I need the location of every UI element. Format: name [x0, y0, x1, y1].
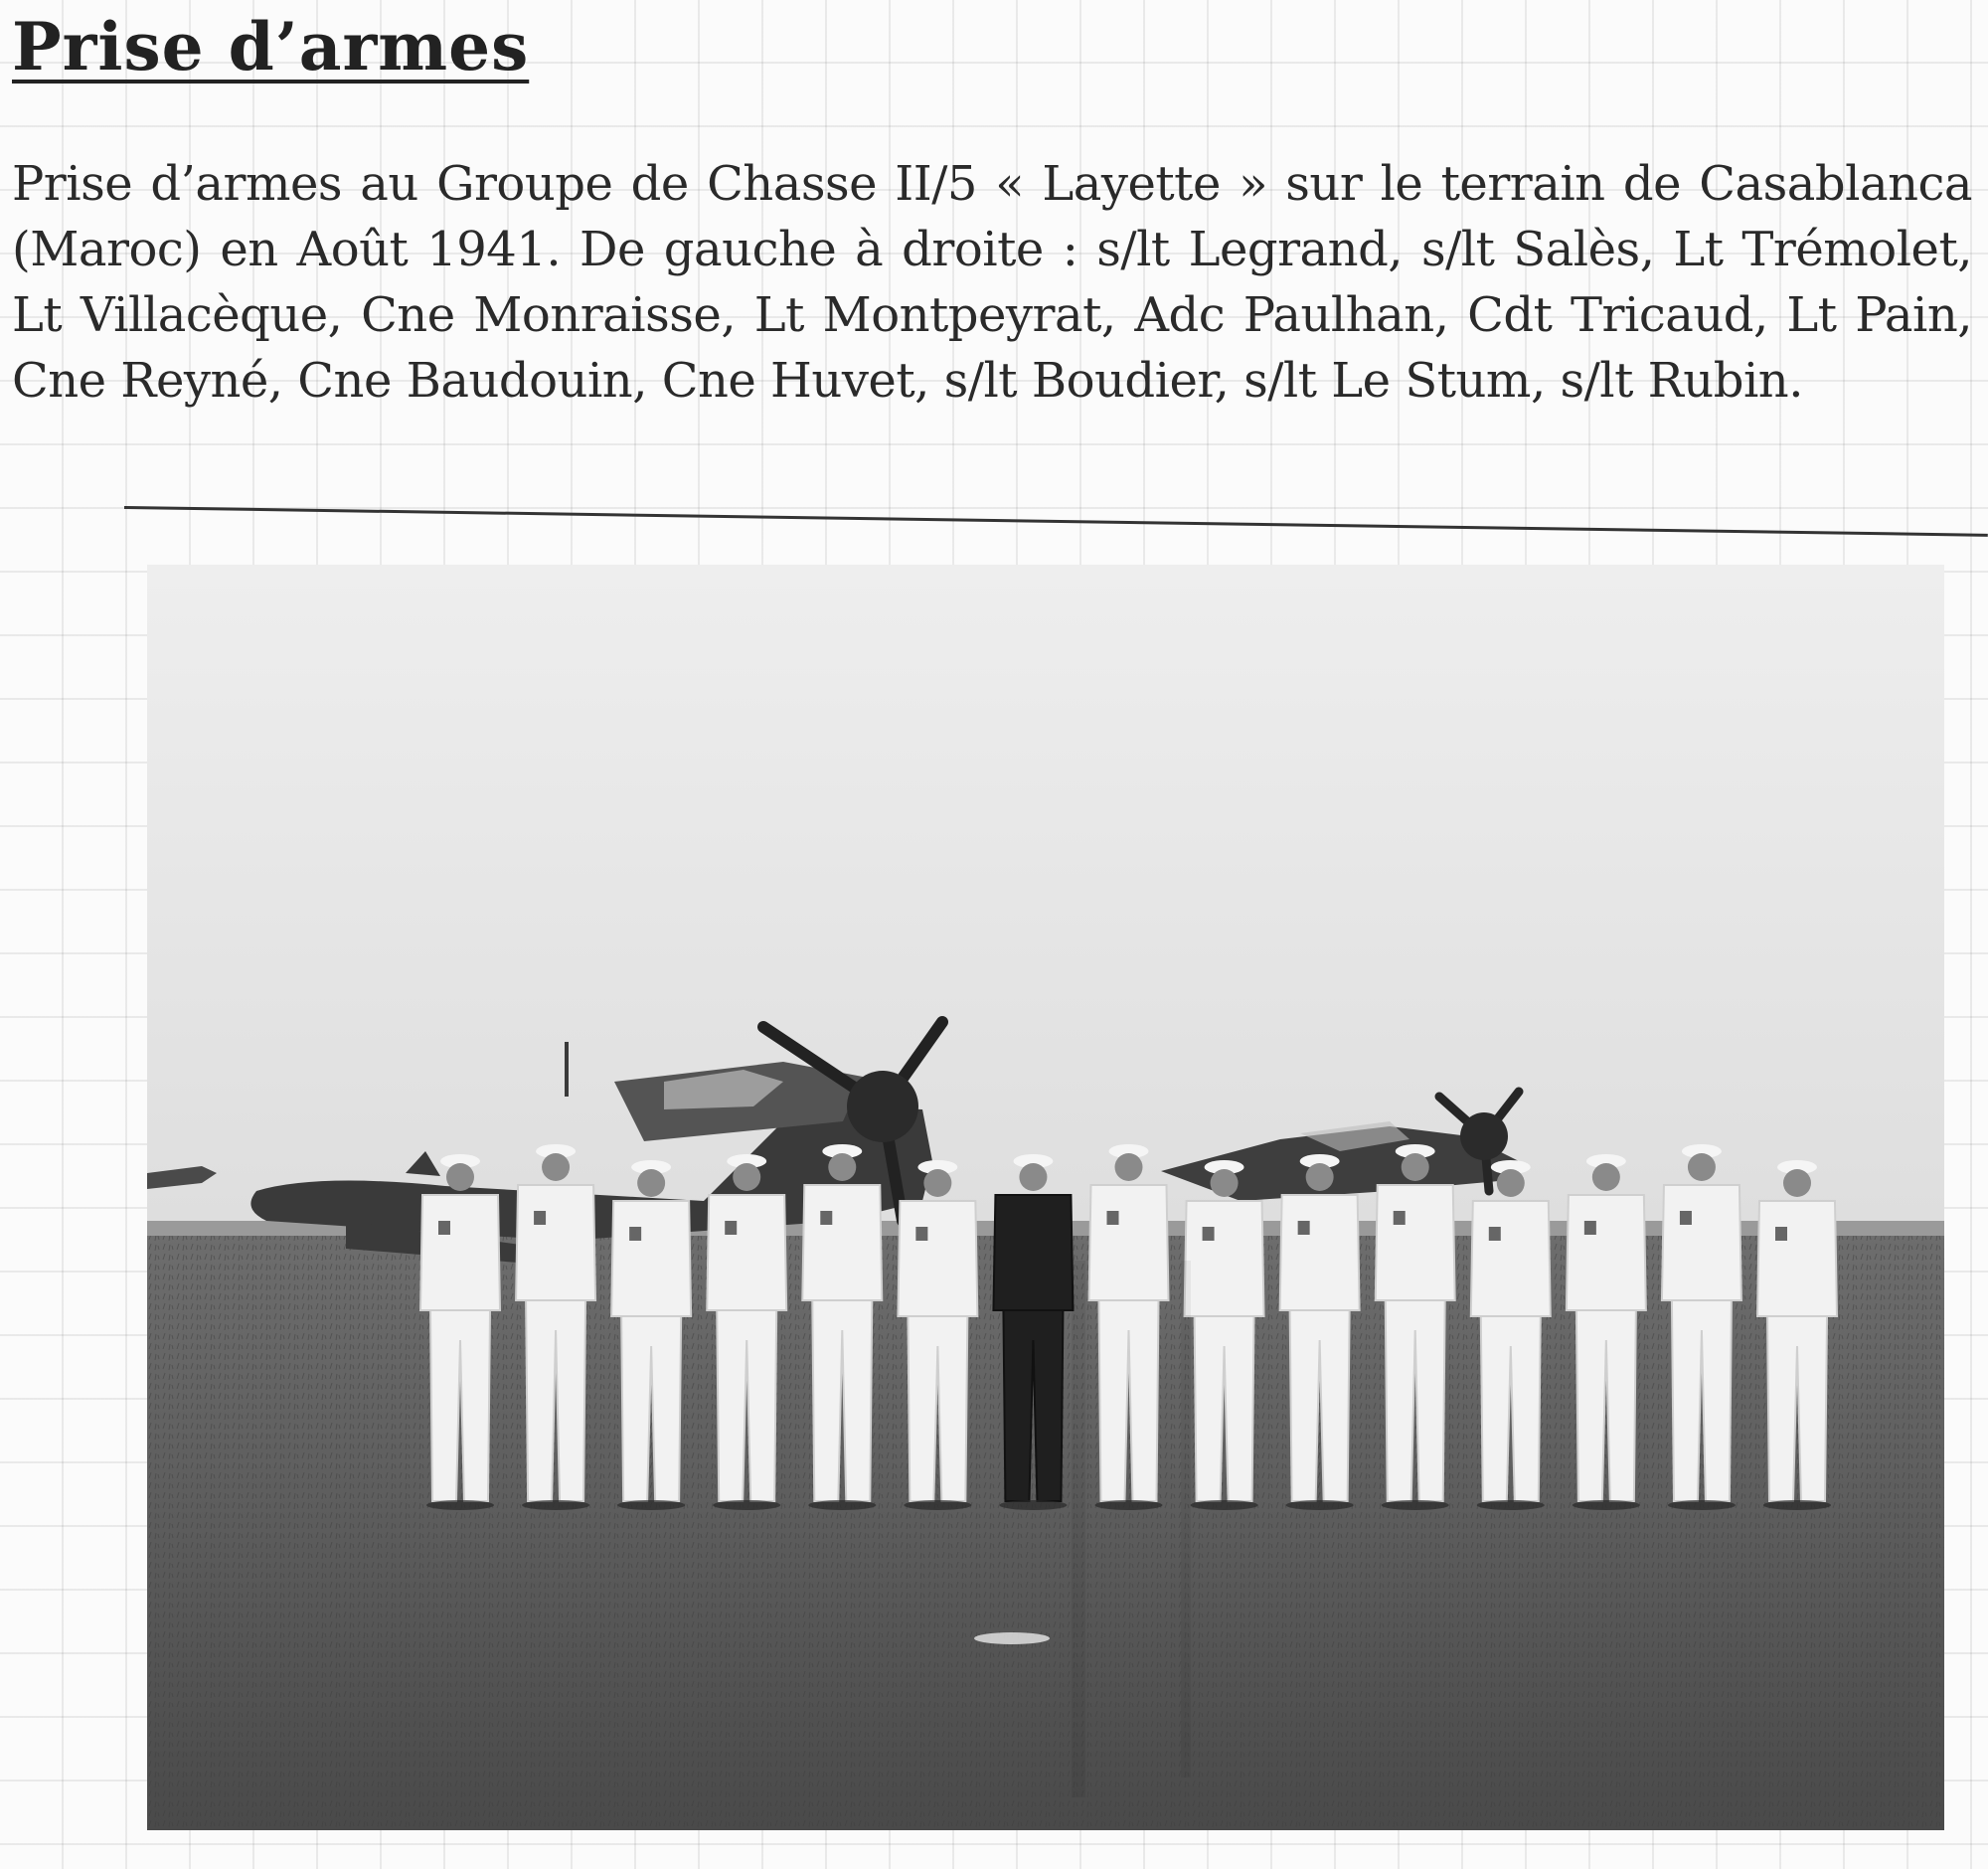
photo-caption: Prise d’armes au Groupe de Chasse II/5 « Layette » sur le terrain de Casablanca (Maroc) en Août 1941. De gauche à droite : s/lt Legrand, s/lt Salès, Lt Trémolet, Lt Villacèque, Cne Monraisse, Lt Montpeyrat, Adc Paulhan, Cdt Tricaud, Lt Pain, Cne Reyné, Cne Baudouin, Cne Huvet, s/lt Boudier, s/lt Le Stum, s/lt Rubin.: [12, 156, 1972, 409]
divider-line: [124, 506, 1988, 537]
photo-streak: [1181, 1261, 1191, 1778]
page-title: Prise d’armes: [12, 8, 530, 85]
photo-streak: [1072, 1261, 1085, 1797]
photo-sky: [147, 565, 1944, 1226]
photo-illustration: [147, 565, 1944, 1830]
group-photo: [147, 565, 1944, 1830]
ground-mark: [974, 1632, 1050, 1644]
